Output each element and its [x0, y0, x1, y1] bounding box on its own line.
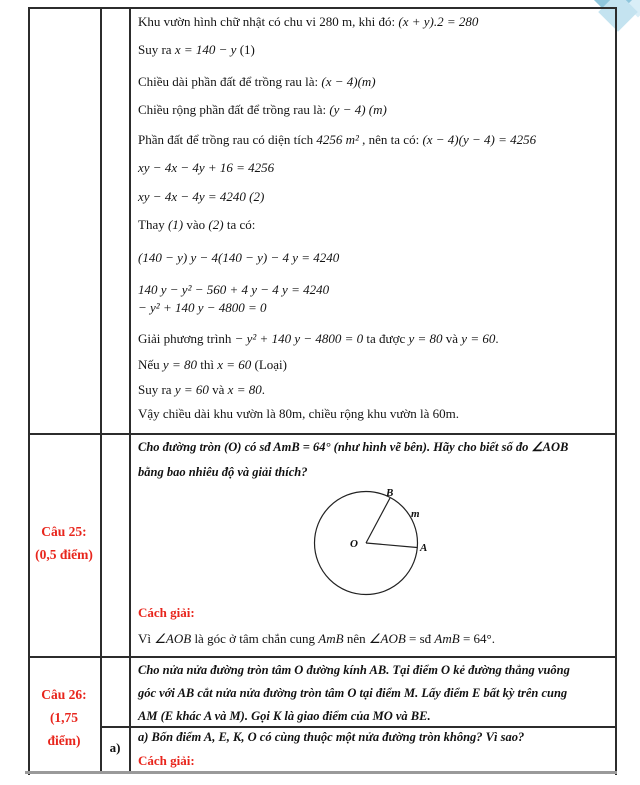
cau26-points-line1: (1,75 [49, 710, 79, 725]
math-expression: y = 60 [461, 331, 496, 346]
text-run: và [442, 331, 462, 346]
text-run: Nếu [138, 357, 163, 372]
text-run: ta có: [223, 217, 256, 232]
cau26-points-line2: điểm) [47, 733, 81, 748]
cau25-solution-line [138, 630, 495, 647]
math-expression: x = 80 [227, 382, 262, 397]
math-expression: ∠AOB [368, 631, 406, 646]
part-a-letter-cell: a) [109, 740, 121, 755]
part-a-question-line: a) Bốn điểm A, E, K, O có cùng thuộc một nửa đường tròn không? Vì sao? [138, 730, 525, 744]
text-run: = 64°. [459, 631, 495, 646]
text-run: thì [196, 357, 218, 372]
solution-line [138, 13, 478, 30]
solution-line [138, 249, 339, 266]
math-expression: y = 80 [408, 331, 443, 346]
text-run: Khu vườn hình chữ nhật có chu vi 280 m, khi đó: [138, 14, 399, 29]
part-a-question [138, 730, 524, 745]
cau25-solution-header: Cách giải: [138, 605, 195, 620]
solution-line [138, 101, 387, 118]
table-column-divider-2 [129, 7, 131, 773]
cau25-question [138, 435, 568, 485]
circle-diagram [300, 486, 440, 602]
text-run: . [495, 331, 499, 346]
text-run: và [208, 382, 228, 397]
solution-line [138, 356, 287, 373]
text-run: , nên ta có: [358, 132, 423, 147]
solution-line [138, 73, 376, 90]
text-run: Chiều rộng phần đất để trồng rau là: [138, 102, 330, 117]
solution-line [138, 131, 536, 148]
solution-line [138, 41, 255, 58]
math-expression: ∠AOB [154, 631, 192, 646]
text-run: Thay [138, 217, 168, 232]
row-divider-cau25-cau26 [28, 656, 615, 658]
math-expression: 140 y − y² − 560 + 4 y − 4 y = 4240 [138, 282, 330, 297]
text-run: ta được [363, 331, 409, 346]
statement-line: Cho nửa nửa đường tròn tâm O đường kính AB. Tại điểm O kẻ đường thẳng vuông [138, 663, 570, 677]
math-expression: y = 60 [174, 382, 209, 397]
math-expression: − y² + 140 y − 4800 = 0 [234, 331, 364, 346]
point-label-a: A [420, 542, 428, 554]
arc-label-m: m [411, 508, 420, 520]
text-run: Vậy chiều dài khu vườn là 80m, chiều rộng khu vườn là 60m. [138, 406, 460, 421]
solution-line [138, 281, 329, 298]
math-expression: (x − 4)(y − 4) = 4256 [422, 132, 537, 147]
text-run: (Loại) [251, 357, 287, 372]
solution-line [138, 159, 274, 176]
math-expression: (y − 4) (m) [329, 102, 387, 117]
table-column-divider-1 [100, 7, 102, 773]
radius-OA [366, 543, 417, 548]
text-run: là góc ở tâm chắn cung [191, 631, 319, 646]
text-run: = sđ [405, 631, 435, 646]
text-run: . [261, 382, 265, 397]
math-expression: xy − 4x − 4y + 16 = 4256 [138, 160, 275, 175]
text-run: vào [183, 217, 209, 232]
center-label-o: O [350, 538, 358, 550]
math-expression: (x − 4)(m) [321, 74, 376, 89]
solution-line [138, 188, 264, 205]
text-run: (1) [236, 42, 255, 57]
cau26-statement [138, 659, 570, 728]
statement-line: góc với AB cắt nửa nửa đường tròn tâm O tại điểm M. Lấy điểm E bất kỳ trên cung [138, 686, 568, 700]
solution-line [138, 330, 499, 347]
question-line: bằng bao nhiêu độ và giải thích? [138, 465, 308, 479]
math-expression: y = 80 [162, 357, 197, 372]
math-expression: AmB [318, 631, 344, 646]
text-run: Chiều dài phần đất để trồng rau là: [138, 74, 322, 89]
statement-line: AM (E khác A và M). Gọi K là giao điểm của MO và BE. [138, 709, 431, 723]
math-expression: 4256 m² [316, 132, 359, 147]
cau26a-solution-header: Cách giải: [138, 753, 195, 768]
question-line: Cho đường tròn (O) có sđ AmB = 64° (như hình vẽ bên). Hãy cho biết số đo ∠AOB [138, 440, 569, 454]
solution-line [138, 405, 459, 422]
math-expression: (2) [208, 217, 224, 232]
text-run: nên [343, 631, 369, 646]
math-expression: AmB [434, 631, 460, 646]
cau25-label-cell [28, 520, 100, 566]
cau25-points: (0,5 điểm) [35, 547, 93, 562]
math-expression: (140 − y) y − 4(140 − y) − 4 y = 4240 [138, 250, 340, 265]
math-expression: (x + y).2 = 280 [398, 14, 479, 29]
text-run: Vì [138, 631, 155, 646]
math-expression: (1) [167, 217, 184, 232]
math-expression: − y² + 140 y − 4800 = 0 [138, 300, 267, 315]
math-expression: x = 60 [217, 357, 252, 372]
solution-line [138, 299, 267, 316]
cau26-label-cell [28, 683, 100, 752]
text-run: Giải phương trình [138, 331, 235, 346]
radius-OB [366, 498, 390, 543]
solution-line [138, 381, 265, 398]
text-run: Suy ra [138, 42, 175, 57]
point-label-b: B [386, 487, 394, 499]
page-bottom-edge [25, 771, 617, 774]
cau25-number: Câu 25: [41, 524, 87, 539]
text-run: Phần đất để trồng rau có diện tích [138, 132, 317, 147]
text-run: Suy ra [138, 382, 175, 397]
math-expression: x = 140 − y [174, 42, 237, 57]
solution-line [138, 216, 255, 233]
math-expression: xy − 4x − 4y = 4240 (2) [138, 189, 265, 204]
cau26-number: Câu 26: [41, 687, 87, 702]
